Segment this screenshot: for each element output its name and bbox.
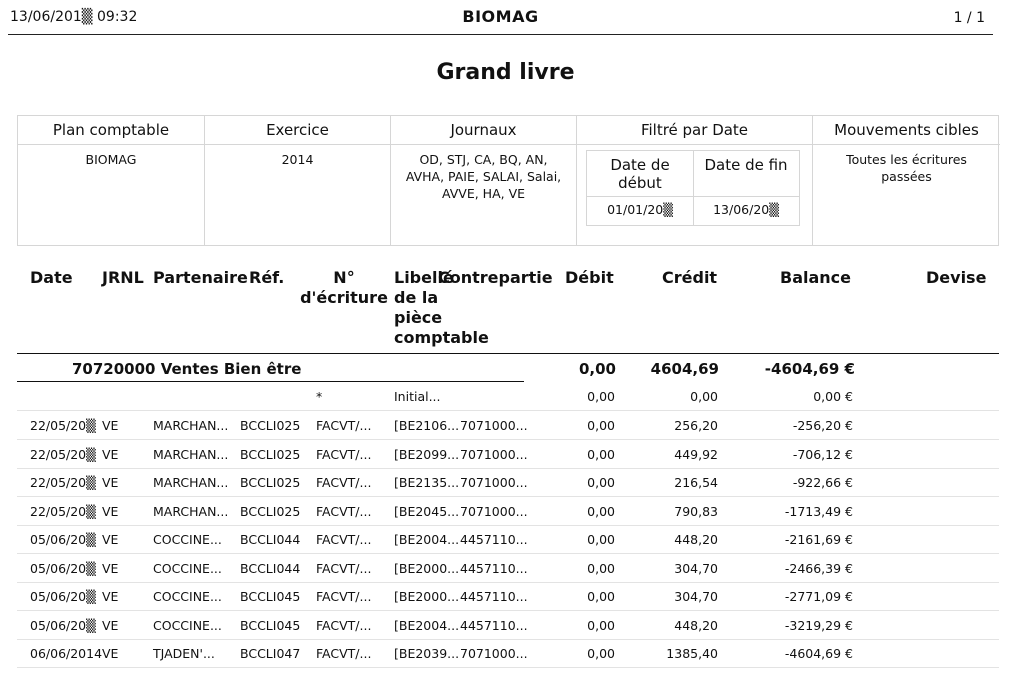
ledger-cell-balance: -2771,09 € <box>784 589 853 604</box>
ledger-cell-credit: 449,92 <box>674 446 718 462</box>
ledger-cell-ref: BCCLI044 <box>240 532 301 547</box>
date-start-label: Date de début <box>587 151 693 197</box>
ledger-cell-credit: 216,54 <box>674 475 718 490</box>
initial-debit: 0,00 <box>587 389 615 404</box>
date-start-col <box>587 151 694 225</box>
ledger-cell-jrnl: VE <box>102 646 119 661</box>
ledger-cell-debit: 0,00 <box>587 560 615 576</box>
ledger-cell-libelle: [BE2045... <box>394 503 460 519</box>
ledger-cell-date: 05/06/20▒ <box>30 560 96 576</box>
ledger-cell-jrnl: VE <box>102 503 119 519</box>
ledger-cell-ref: BCCLI025 <box>240 475 301 490</box>
ledger-cell-date: 22/05/20▒ <box>30 446 96 462</box>
date-start-value: 01/01/20▒ <box>607 202 673 217</box>
ledger-cell-ref: BCCLI025 <box>240 503 301 519</box>
col-header-credit: Crédit <box>662 268 718 287</box>
ledger-cell-credit: 448,20 <box>674 617 718 633</box>
ledger-cell-credit: 790,83 <box>674 503 718 519</box>
ledger-cell-balance: -1713,49 € <box>784 503 853 519</box>
ledger-row <box>17 468 999 497</box>
ledger-cell-ref: BCCLI025 <box>240 418 301 433</box>
ledger-cell-ref: BCCLI047 <box>240 646 301 661</box>
date-end-label: Date de fin <box>693 151 799 197</box>
ledger-row <box>17 582 999 611</box>
initial-balance: 0,00 € <box>813 389 853 404</box>
ledger-cell-partenaire: TJADEN'... <box>153 646 215 661</box>
filter-journaux <box>391 116 577 245</box>
ledger-cell-balance: -3219,29 € <box>784 617 853 633</box>
initial-num: * <box>316 389 323 404</box>
account-credit: 4604,69 <box>650 360 719 378</box>
ledger-cell-balance: -2161,69 € <box>784 532 853 547</box>
account-label: 70720000 Ventes Bien être <box>72 360 302 378</box>
filter-date <box>577 116 813 245</box>
ledger-cell-num: FACVT/... <box>316 532 372 547</box>
filter-exercice-header: Exercice <box>205 116 390 145</box>
ledger-cell-ref: BCCLI045 <box>240 589 301 604</box>
ledger-cell-debit: 0,00 <box>587 589 615 604</box>
filter-mouvements-value: Toutes les écritures passées <box>846 152 967 184</box>
ledger-cell-balance: -922,66 € <box>792 475 853 490</box>
col-header-ref: Réf. <box>249 268 285 287</box>
ledger-cell-credit: 1385,40 <box>666 646 718 661</box>
ledger-cell-partenaire: MARCHAN... <box>153 503 229 519</box>
ledger-cell-num: FACVT/... <box>316 475 372 490</box>
ledger-cell-date: 22/05/20▒ <box>30 475 96 490</box>
ledger-cell-jrnl: VE <box>102 532 119 547</box>
ledger-cell-debit: 0,00 <box>587 503 615 519</box>
ledger-cell-balance: -256,20 € <box>792 418 853 433</box>
ledger-cell-date: 22/05/20▒ <box>30 503 96 519</box>
col-header-debit: Débit <box>565 268 614 287</box>
ledger-cell-partenaire: COCCINE... <box>153 532 222 547</box>
col-header-devise: Devise <box>926 268 987 287</box>
ledger-cell-contrepartie: 4457110... <box>460 532 528 547</box>
col-header-balance: Balance <box>780 268 851 287</box>
initial-credit: 0,00 <box>690 389 718 404</box>
ledger-cell-jrnl: VE <box>102 589 119 604</box>
account-balance: -4604,69 € <box>764 360 855 378</box>
ledger-cell-partenaire: MARCHAN... <box>153 446 229 462</box>
filter-date-header: Filtré par Date <box>577 116 812 145</box>
ledger-cell-contrepartie: 4457110... <box>460 617 528 633</box>
filter-journaux-header: Journaux <box>391 116 576 145</box>
ledger-cell-contrepartie: 7071000... <box>460 418 528 433</box>
ledger-cell-partenaire: MARCHAN... <box>153 418 229 433</box>
ledger-cell-ref: BCCLI025 <box>240 446 301 462</box>
initial-balance-row <box>17 382 999 411</box>
ledger-cell-date: 05/06/20▒ <box>30 589 96 604</box>
ledger-cell-contrepartie: 4457110... <box>460 589 528 604</box>
ledger-cell-libelle: [BE2039... <box>394 646 460 661</box>
filter-journaux-value: OD, STJ, CA, BQ, AN, AVHA, PAIE, SALAI, Salai, AVVE, HA, VE <box>405 152 562 201</box>
ledger-cell-libelle: [BE2135... <box>394 475 460 490</box>
ledger-cell-num: FACVT/... <box>316 646 372 661</box>
ledger-cell-num: FACVT/... <box>316 617 372 633</box>
report-title: Grand livre <box>436 60 575 85</box>
ledger-cell-partenaire: COCCINE... <box>153 617 222 633</box>
ledger-cell-contrepartie: 7071000... <box>460 446 528 462</box>
ledger-cell-ref: BCCLI045 <box>240 617 301 633</box>
ledger-cell-contrepartie: 7071000... <box>460 475 528 490</box>
ledger-cell-num: FACVT/... <box>316 503 372 519</box>
ledger-cell-libelle: [BE2099... <box>394 446 460 462</box>
company-name: BIOMAG <box>462 7 539 26</box>
ledger-row <box>17 497 999 526</box>
ledger-cell-debit: 0,00 <box>587 617 615 633</box>
ledger-cell-libelle: [BE2000... <box>394 589 460 604</box>
ledger-cell-debit: 0,00 <box>587 646 615 661</box>
account-debit: 0,00 <box>578 360 616 378</box>
ledger-cell-jrnl: VE <box>102 475 119 490</box>
col-header-contrepartie: Contrepartie <box>438 268 553 287</box>
ledger-cell-date: 22/05/20▒ <box>30 418 96 433</box>
ledger-cell-jrnl: VE <box>102 418 119 433</box>
ledger-cell-num: FACVT/... <box>316 589 372 604</box>
col-header-date: Date <box>30 268 73 287</box>
ledger-cell-debit: 0,00 <box>587 418 615 433</box>
filter-exercice <box>205 116 391 245</box>
ledger-cell-date: 06/06/2014 <box>30 646 103 661</box>
ledger-cell-debit: 0,00 <box>587 475 615 490</box>
ledger-cell-debit: 0,00 <box>587 532 615 547</box>
filter-mouvements <box>813 116 1000 245</box>
filter-plan-value: BIOMAG <box>85 152 137 167</box>
ledger-cell-contrepartie: 4457110... <box>460 560 528 576</box>
ledger-cell-num: FACVT/... <box>316 418 372 433</box>
ledger-cell-balance: -4604,69 € <box>784 646 853 661</box>
date-end-col <box>693 151 799 225</box>
ledger-cell-ref: BCCLI044 <box>240 560 301 576</box>
date-range-table <box>586 150 800 226</box>
ledger-row <box>17 411 999 440</box>
report-filters-table <box>17 115 999 246</box>
ledger-cell-num: FACVT/... <box>316 560 372 576</box>
filter-plan <box>18 116 205 245</box>
report-header <box>8 0 993 35</box>
ledger-row <box>17 440 999 469</box>
ledger-cell-credit: 304,70 <box>674 589 718 604</box>
ledger-cell-balance: -706,12 € <box>792 446 853 462</box>
col-header-num: N° d'écriture <box>300 268 388 307</box>
ledger-cell-libelle: [BE2106... <box>394 418 460 433</box>
ledger-row <box>17 525 999 554</box>
ledger-cell-debit: 0,00 <box>587 446 615 462</box>
ledger-cell-jrnl: VE <box>102 560 119 576</box>
ledger-cell-credit: 448,20 <box>674 532 718 547</box>
print-datetime: 13/06/201▒ 09:32 <box>10 9 138 25</box>
ledger-cell-partenaire: COCCINE... <box>153 560 222 576</box>
ledger-cell-jrnl: VE <box>102 446 119 462</box>
col-header-jrnl: JRNL <box>102 268 144 287</box>
ledger-cell-balance: -2466,39 € <box>784 560 853 576</box>
ledger-cell-credit: 304,70 <box>674 560 718 576</box>
ledger-cell-libelle: [BE2004... <box>394 532 460 547</box>
ledger-cell-libelle: [BE2004... <box>394 617 460 633</box>
col-header-libelle: Libellé de la pièce comptable <box>394 268 489 347</box>
ledger-row <box>17 611 999 640</box>
filter-exercice-value: 2014 <box>281 152 314 167</box>
ledger-cell-contrepartie: 7071000... <box>460 503 528 519</box>
initial-libelle: Initial... <box>394 389 441 404</box>
filter-plan-header: Plan comptable <box>18 116 204 145</box>
ledger-cell-date: 05/06/20▒ <box>30 617 96 633</box>
ledger-cell-credit: 256,20 <box>674 418 718 433</box>
ledger-row <box>17 639 999 668</box>
ledger-cell-partenaire: MARCHAN... <box>153 475 229 490</box>
ledger-cell-num: FACVT/... <box>316 446 372 462</box>
page-number: 1 / 1 <box>953 10 985 26</box>
ledger-cell-libelle: [BE2000... <box>394 560 460 576</box>
filter-mouvements-header: Mouvements cibles <box>813 116 1000 145</box>
ledger-cell-date: 05/06/20▒ <box>30 532 96 547</box>
ledger-row <box>17 554 999 583</box>
date-end-value: 13/06/20▒ <box>713 202 779 217</box>
ledger-cell-contrepartie: 7071000... <box>460 646 528 661</box>
ledger-cell-jrnl: VE <box>102 617 119 633</box>
ledger-cell-partenaire: COCCINE... <box>153 589 222 604</box>
header-divider <box>17 353 999 354</box>
col-header-partenaire: Partenaire <box>153 268 248 287</box>
